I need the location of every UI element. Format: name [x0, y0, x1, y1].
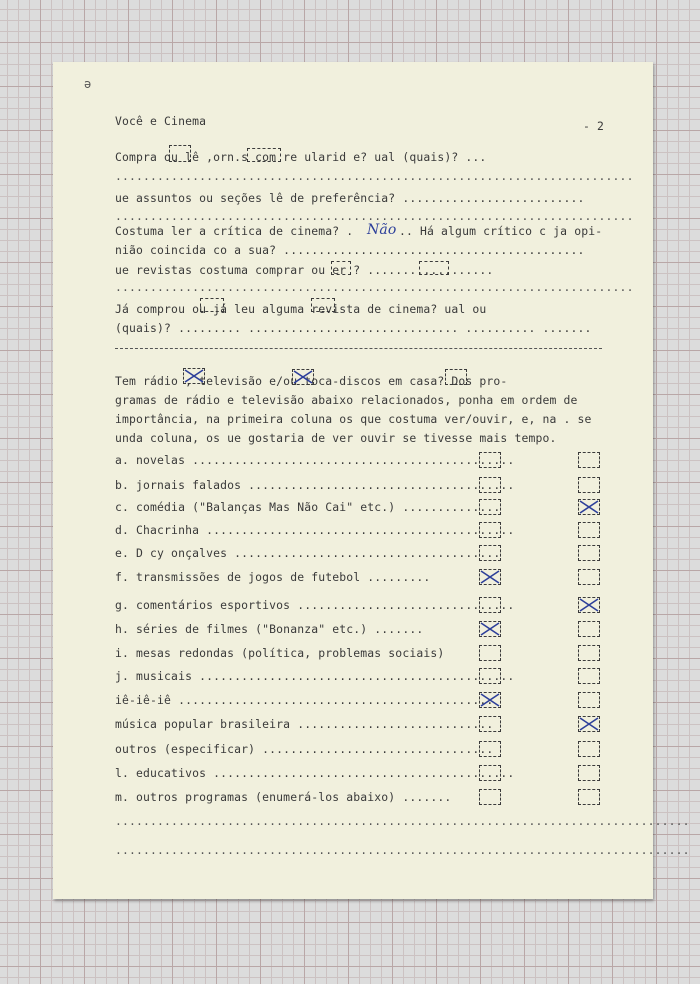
x-check-icon	[479, 621, 501, 637]
page-number: - 2	[583, 119, 605, 133]
program-col1-checkbox[interactable]	[479, 545, 501, 561]
program-col1-checkbox[interactable]	[479, 668, 501, 684]
program-col1-checkbox[interactable]	[479, 569, 501, 585]
x-check-icon	[479, 692, 501, 708]
program-col2-checkbox[interactable]	[578, 499, 600, 515]
program-col1-checkbox[interactable]	[479, 621, 501, 637]
question-critico-cont: nião coincida co a sua? ...........................................	[115, 243, 585, 257]
checkbox-comprar[interactable]	[331, 261, 351, 275]
x-check-icon	[479, 569, 501, 585]
program-label: c. comédia ("Balanças Mas Não Cai" etc.) ..............	[115, 500, 501, 514]
question-revistas: ue revistas costuma comprar ou er ? ..................	[115, 263, 494, 277]
program-col2-checkbox[interactable]	[578, 545, 600, 561]
program-label: música popular brasileira ............................	[115, 717, 494, 731]
program-col1-checkbox[interactable]	[479, 522, 501, 538]
program-col2-checkbox[interactable]	[578, 765, 600, 781]
program-col1-checkbox[interactable]	[479, 597, 501, 613]
program-label: e. D cy onçalves ......................................	[115, 546, 501, 560]
checkbox-ler[interactable]	[419, 261, 449, 275]
program-col1-checkbox[interactable]	[479, 741, 501, 757]
question-compra: Compra ou lê ,orn.s com re ularid e? ual (quais)? ...	[115, 150, 487, 164]
program-col1-checkbox[interactable]	[479, 499, 501, 515]
program-col1-checkbox[interactable]	[479, 765, 501, 781]
program-col1-checkbox[interactable]	[479, 452, 501, 468]
program-col2-checkbox[interactable]	[578, 668, 600, 684]
program-label: d. Chacrinha ............................................	[115, 523, 515, 537]
corner-mark: ə	[84, 77, 92, 91]
question-tem-radio: Tem rádio , televisão e/ou toca-discos em casa? Dos pro-	[115, 374, 508, 388]
program-col1-checkbox[interactable]	[479, 716, 501, 732]
program-label: l. educativos ...........................................	[115, 766, 515, 780]
program-col2-checkbox[interactable]	[578, 741, 600, 757]
x-check-icon	[578, 499, 600, 515]
question-tem-radio-line3: importância, na primeira coluna os que costuma ver/ouvir, e, na . se	[115, 412, 592, 426]
program-label: m. outros programas (enumerá-los abaixo) .......	[115, 790, 452, 804]
program-label: b. jornais falados ......................................	[115, 478, 515, 492]
checkbox-ja-comprou[interactable]	[200, 298, 224, 312]
question-critico: .. Há algum crítico c ja opi-	[399, 224, 603, 238]
program-col2-checkbox[interactable]	[578, 645, 600, 661]
program-col2-checkbox[interactable]	[578, 477, 600, 493]
program-col2-checkbox[interactable]	[578, 597, 600, 613]
checkbox-toca-discos[interactable]	[445, 369, 467, 385]
checkbox-le[interactable]	[247, 148, 281, 162]
x-check-icon	[578, 716, 600, 732]
checkbox-ja-leu[interactable]	[311, 298, 335, 312]
program-col1-checkbox[interactable]	[479, 789, 501, 805]
x-check-icon	[292, 369, 314, 385]
program-label: iê-iê-iê .............................................	[115, 693, 494, 707]
question-assuntos: ue assuntos ou seções lê de preferência? ..........................	[115, 191, 585, 205]
program-col2-checkbox[interactable]	[578, 522, 600, 538]
question-tem-radio-line4: unda coluna, os ue gostaria de ver ouvir se tivesse mais tempo.	[115, 431, 557, 445]
program-col2-checkbox[interactable]	[578, 569, 600, 585]
question-critica: Costuma ler a crítica de cinema? .	[115, 224, 354, 238]
questionnaire-page	[53, 62, 690, 899]
program-label: g. comentários esportivos ...............................	[115, 598, 515, 612]
program-col1-checkbox[interactable]	[479, 692, 501, 708]
checkbox-radio[interactable]	[183, 368, 205, 384]
checkbox-televisao[interactable]	[292, 369, 314, 385]
answer-line[interactable]: ..........................................................................	[115, 280, 634, 294]
program-col1-checkbox[interactable]	[479, 645, 501, 661]
program-col2-checkbox[interactable]	[578, 452, 600, 468]
program-label: outros (especificar) .................................	[115, 742, 494, 756]
question-tem-radio-line2: gramas de rádio e televisão abaixo relacionados, ponha em ordem de	[115, 393, 578, 407]
program-label: h. séries de filmes ("Bonanza" etc.) .......	[115, 622, 424, 636]
handwritten-answer: Não	[367, 222, 397, 238]
section-divider	[115, 348, 602, 349]
question-ja-comprou: Já comprou ou já leu alguma revista de cinema? ual ou	[115, 302, 487, 316]
program-col2-checkbox[interactable]	[578, 692, 600, 708]
program-label: f. transmissões de jogos de futebol .........	[115, 570, 431, 584]
program-label: i. mesas redondas (política, problemas sociais)	[115, 646, 445, 660]
x-check-icon	[183, 368, 205, 384]
program-col2-checkbox[interactable]	[578, 789, 600, 805]
answer-line[interactable]: ..........................................................................	[115, 209, 634, 223]
question-ja-comprou-cont: (quais)? ......... .............................. .......... .......	[115, 321, 592, 335]
answer-line[interactable]: ..........................................................................	[115, 169, 634, 183]
x-check-icon	[578, 597, 600, 613]
answer-line[interactable]: ..................................................................................	[115, 814, 690, 828]
program-label: j. musicais .............................................	[115, 669, 515, 683]
page-title: Você e Cinema	[115, 114, 207, 128]
program-col1-checkbox[interactable]	[479, 477, 501, 493]
checkbox-compra[interactable]	[169, 145, 191, 162]
program-col2-checkbox[interactable]	[578, 621, 600, 637]
answer-line[interactable]: ..................................................................................	[115, 843, 690, 857]
program-label: a. novelas ..............................................	[115, 453, 515, 467]
program-col2-checkbox[interactable]	[578, 716, 600, 732]
